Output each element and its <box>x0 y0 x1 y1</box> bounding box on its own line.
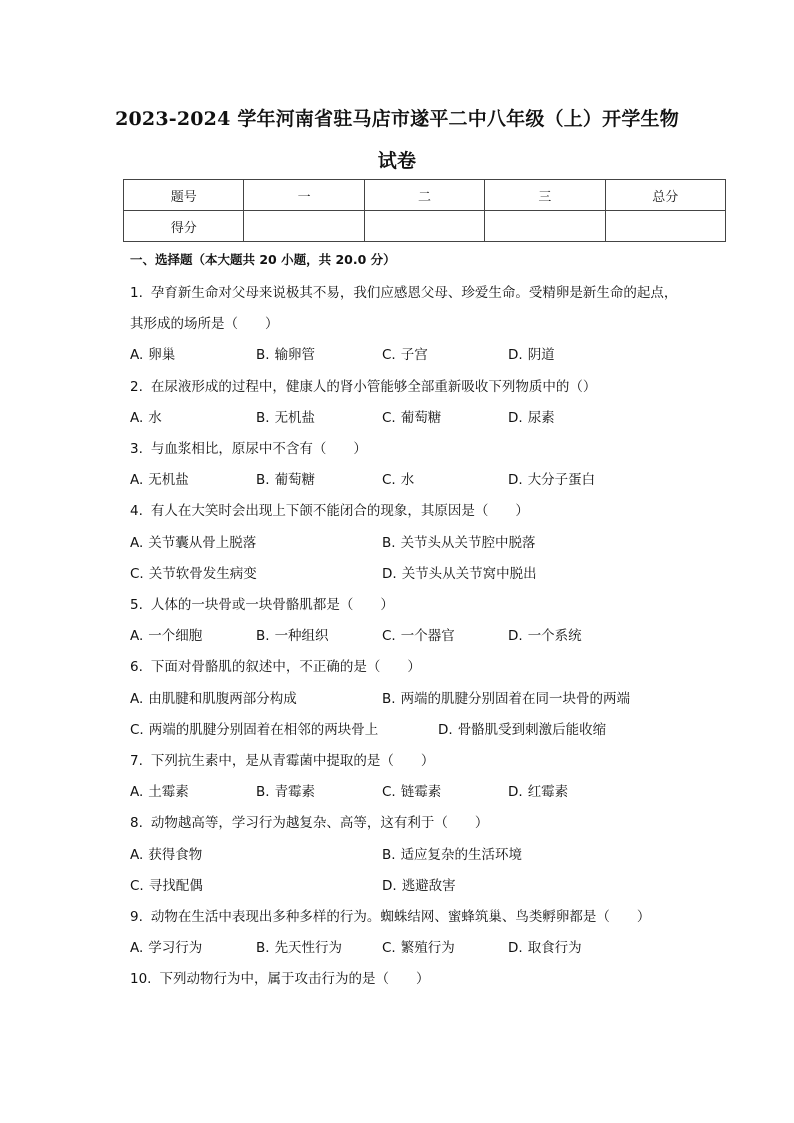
option-text: 取食行为 <box>527 940 582 957</box>
option-letter: B. <box>256 628 270 645</box>
answer-option <box>508 936 582 956</box>
score-table-score-row <box>124 211 726 242</box>
answer-option <box>130 843 202 863</box>
options-row <box>130 687 730 707</box>
option-letter: B. <box>382 690 396 707</box>
answer-option <box>130 936 202 956</box>
answer-option <box>382 936 455 956</box>
option-letter: B. <box>382 534 396 551</box>
answer-option <box>130 624 202 644</box>
score-table-cell <box>485 211 605 242</box>
exam-title-line1: 2023-2024 学年河南省驻马店市遂平二中八年级（上）开学生物 <box>115 108 679 130</box>
option-letter: D. <box>382 565 397 582</box>
score-table-header-row <box>124 180 726 211</box>
option-letter: C. <box>382 940 396 957</box>
option-letter: A. <box>130 690 144 707</box>
option-text: 卵巢 <box>148 347 176 364</box>
option-text: 一种组织 <box>274 628 329 645</box>
option-text: 由肌腱和肌腹两部分构成 <box>148 690 297 707</box>
option-letter: A. <box>130 472 144 489</box>
score-table-cell <box>605 211 725 242</box>
option-text: 红霉素 <box>527 784 569 801</box>
options-row <box>130 343 730 363</box>
option-text: 输卵管 <box>274 347 316 364</box>
option-text: 大分子蛋白 <box>527 472 596 489</box>
answer-option <box>382 406 441 426</box>
option-text: 一个细胞 <box>148 628 203 645</box>
score-table-header-cell: 一 <box>244 180 364 211</box>
option-letter: C. <box>382 409 396 426</box>
option-letter: B. <box>256 472 270 489</box>
question-text: 有人在大笑时会出现上下颌不能闭合的现象，其原因是（ ） <box>150 503 529 520</box>
question-text: 孕育新生命对父母来说极其不易，我们应感恩父母、珍爱生命。受精卵是新生命的起点， <box>150 285 678 301</box>
option-letter: C. <box>382 347 396 364</box>
question-stem <box>130 281 677 301</box>
options-row <box>130 624 730 644</box>
score-table-header-cell: 三 <box>485 180 605 211</box>
answer-option <box>130 780 189 800</box>
options-row <box>130 531 730 551</box>
question-stem <box>130 905 650 925</box>
options-row <box>130 562 730 582</box>
option-letter: C. <box>130 721 144 738</box>
option-letter: D. <box>508 784 523 801</box>
question-number: 4. <box>130 503 143 520</box>
option-letter: A. <box>130 534 144 551</box>
question-text: 下列抗生素中，是从青霉菌中提取的是（ ） <box>150 753 435 769</box>
question-number: 3. <box>130 441 143 457</box>
answer-option <box>508 780 568 800</box>
score-table-header-cell: 二 <box>364 180 484 211</box>
option-text: 链霉素 <box>400 784 442 801</box>
question-text: 与血浆相比，原尿中不含有（ ） <box>150 441 367 457</box>
answer-option <box>382 468 414 488</box>
options-row <box>130 780 730 800</box>
option-letter: D. <box>508 409 523 426</box>
option-letter: A. <box>130 628 144 645</box>
question-text: 下面对骨骼肌的叙述中，不正确的是（ ） <box>150 659 421 676</box>
options-row <box>130 874 730 894</box>
answer-option <box>256 343 315 363</box>
answer-option <box>130 343 175 363</box>
answer-option <box>256 624 329 644</box>
section-heading: 一、选择题（本大题共 20 小题，共 20.0 分） <box>130 252 396 267</box>
option-text: 一个系统 <box>527 628 582 645</box>
question-number: 6. <box>130 659 143 676</box>
score-table-header-cell: 题号 <box>124 180 244 211</box>
answer-option <box>130 874 203 894</box>
option-text: 关节软骨发生病变 <box>148 565 257 582</box>
option-text: 两端的肌腱分别固着在同一块骨的两端 <box>400 690 631 707</box>
option-text: 逃避敌害 <box>401 877 456 894</box>
answer-option <box>382 687 630 707</box>
question-stem <box>130 312 279 332</box>
answer-option <box>382 343 428 363</box>
answer-option <box>382 780 441 800</box>
option-letter: B. <box>382 846 396 863</box>
options-row <box>130 843 730 863</box>
question-number: 2. <box>130 378 143 395</box>
option-letter: D. <box>508 628 523 645</box>
option-text: 两端的肌腱分别固着在相邻的两块骨上 <box>148 721 379 738</box>
option-letter: C. <box>382 628 396 645</box>
question-number: 9. <box>130 909 143 925</box>
option-letter: D. <box>438 721 453 738</box>
answer-option <box>256 780 315 800</box>
answer-option <box>130 687 297 707</box>
option-text: 水 <box>148 409 162 426</box>
score-table-cell <box>364 211 484 242</box>
exam-title-line2: 试卷 <box>377 150 417 172</box>
option-text: 获得食物 <box>148 846 203 863</box>
question-text: 动物在生活中表现出多种多样的行为。蜘蛛结网、蜜蜂筑巢、鸟类孵卵都是（ ） <box>150 909 651 925</box>
option-text: 寻找配偶 <box>148 877 203 894</box>
option-text: 适应复杂的生活环境 <box>400 846 523 863</box>
question-text: 其形成的场所是（ ） <box>130 316 279 333</box>
option-letter: A. <box>130 347 144 364</box>
question-number: 5. <box>130 597 143 613</box>
option-text: 尿素 <box>527 409 555 426</box>
score-table-cell <box>244 211 364 242</box>
question-number: 10. <box>130 971 152 988</box>
question-stem <box>130 499 529 519</box>
answer-option <box>382 562 537 582</box>
question-text: 人体的一块骨或一块骨骼肌都是（ ） <box>150 597 394 613</box>
option-text: 水 <box>400 472 415 489</box>
score-table-header-cell: 总分 <box>605 180 725 211</box>
option-text: 土霉素 <box>148 784 189 801</box>
option-letter: B. <box>256 784 270 801</box>
option-letter: C. <box>130 565 144 582</box>
question-text: 动物越高等，学习行为越复杂、高等，这有利于（ ） <box>150 815 489 832</box>
options-row <box>130 406 730 426</box>
options-row <box>130 936 730 956</box>
option-letter: A. <box>130 940 144 957</box>
answer-option <box>508 406 555 426</box>
question-number: 1. <box>130 285 143 301</box>
answer-option <box>508 343 555 363</box>
answer-option <box>130 468 189 488</box>
answer-option <box>382 531 536 551</box>
question-number: 7. <box>130 753 143 769</box>
option-text: 学习行为 <box>148 940 203 957</box>
answer-option <box>130 718 378 738</box>
options-row <box>130 468 730 488</box>
option-text: 繁殖行为 <box>400 940 455 957</box>
option-text: 青霉素 <box>274 784 316 801</box>
answer-option <box>508 468 595 488</box>
question-stem <box>130 967 429 987</box>
question-stem <box>130 375 596 395</box>
option-text: 阴道 <box>527 347 555 364</box>
option-text: 无机盐 <box>148 472 189 489</box>
options-row <box>130 718 730 738</box>
question-text: 下列动物行为中，属于攻击行为的是（ ） <box>159 971 430 988</box>
answer-option <box>508 624 582 644</box>
answer-option <box>256 936 342 956</box>
question-stem <box>130 811 488 831</box>
option-letter: B. <box>256 940 270 957</box>
question-stem <box>130 593 394 613</box>
option-text: 一个器官 <box>400 628 455 645</box>
option-text: 葡萄糖 <box>400 409 442 426</box>
answer-option <box>382 624 455 644</box>
option-letter: B. <box>256 409 270 426</box>
score-table-cell: 得分 <box>124 211 244 242</box>
option-letter: D. <box>508 940 523 957</box>
option-text: 葡萄糖 <box>274 472 316 489</box>
answer-option <box>438 718 606 738</box>
option-letter: D. <box>508 472 523 489</box>
question-text: 在尿液形成的过程中，健康人的肾小管能够全部重新吸收下列物质中的（） <box>150 378 597 395</box>
answer-option <box>256 468 315 488</box>
option-letter: D. <box>508 347 523 364</box>
option-text: 关节头从关节腔中脱落 <box>400 534 536 551</box>
option-text: 先天性行为 <box>274 940 343 957</box>
option-text: 无机盐 <box>274 409 316 426</box>
answer-option <box>130 562 257 582</box>
option-text: 子宫 <box>400 347 428 364</box>
answer-option <box>382 843 522 863</box>
question-stem <box>130 655 421 675</box>
answer-option <box>130 406 162 426</box>
option-letter: A. <box>130 784 144 801</box>
question-number: 8. <box>130 815 143 832</box>
question-stem <box>130 437 367 457</box>
option-letter: D. <box>382 877 397 894</box>
option-letter: A. <box>130 409 144 426</box>
option-letter: B. <box>256 347 270 364</box>
option-text: 关节囊从骨上脱落 <box>148 534 257 551</box>
option-letter: C. <box>382 784 396 801</box>
option-letter: C. <box>382 472 396 489</box>
score-table <box>123 179 726 242</box>
option-text: 骨骼肌受到刺激后能收缩 <box>457 721 607 738</box>
option-letter: C. <box>130 877 144 894</box>
option-letter: A. <box>130 846 144 863</box>
answer-option <box>256 406 315 426</box>
question-stem <box>130 749 434 769</box>
answer-option <box>130 531 256 551</box>
option-text: 关节头从关节窝中脱出 <box>401 565 537 582</box>
answer-option <box>382 874 456 894</box>
